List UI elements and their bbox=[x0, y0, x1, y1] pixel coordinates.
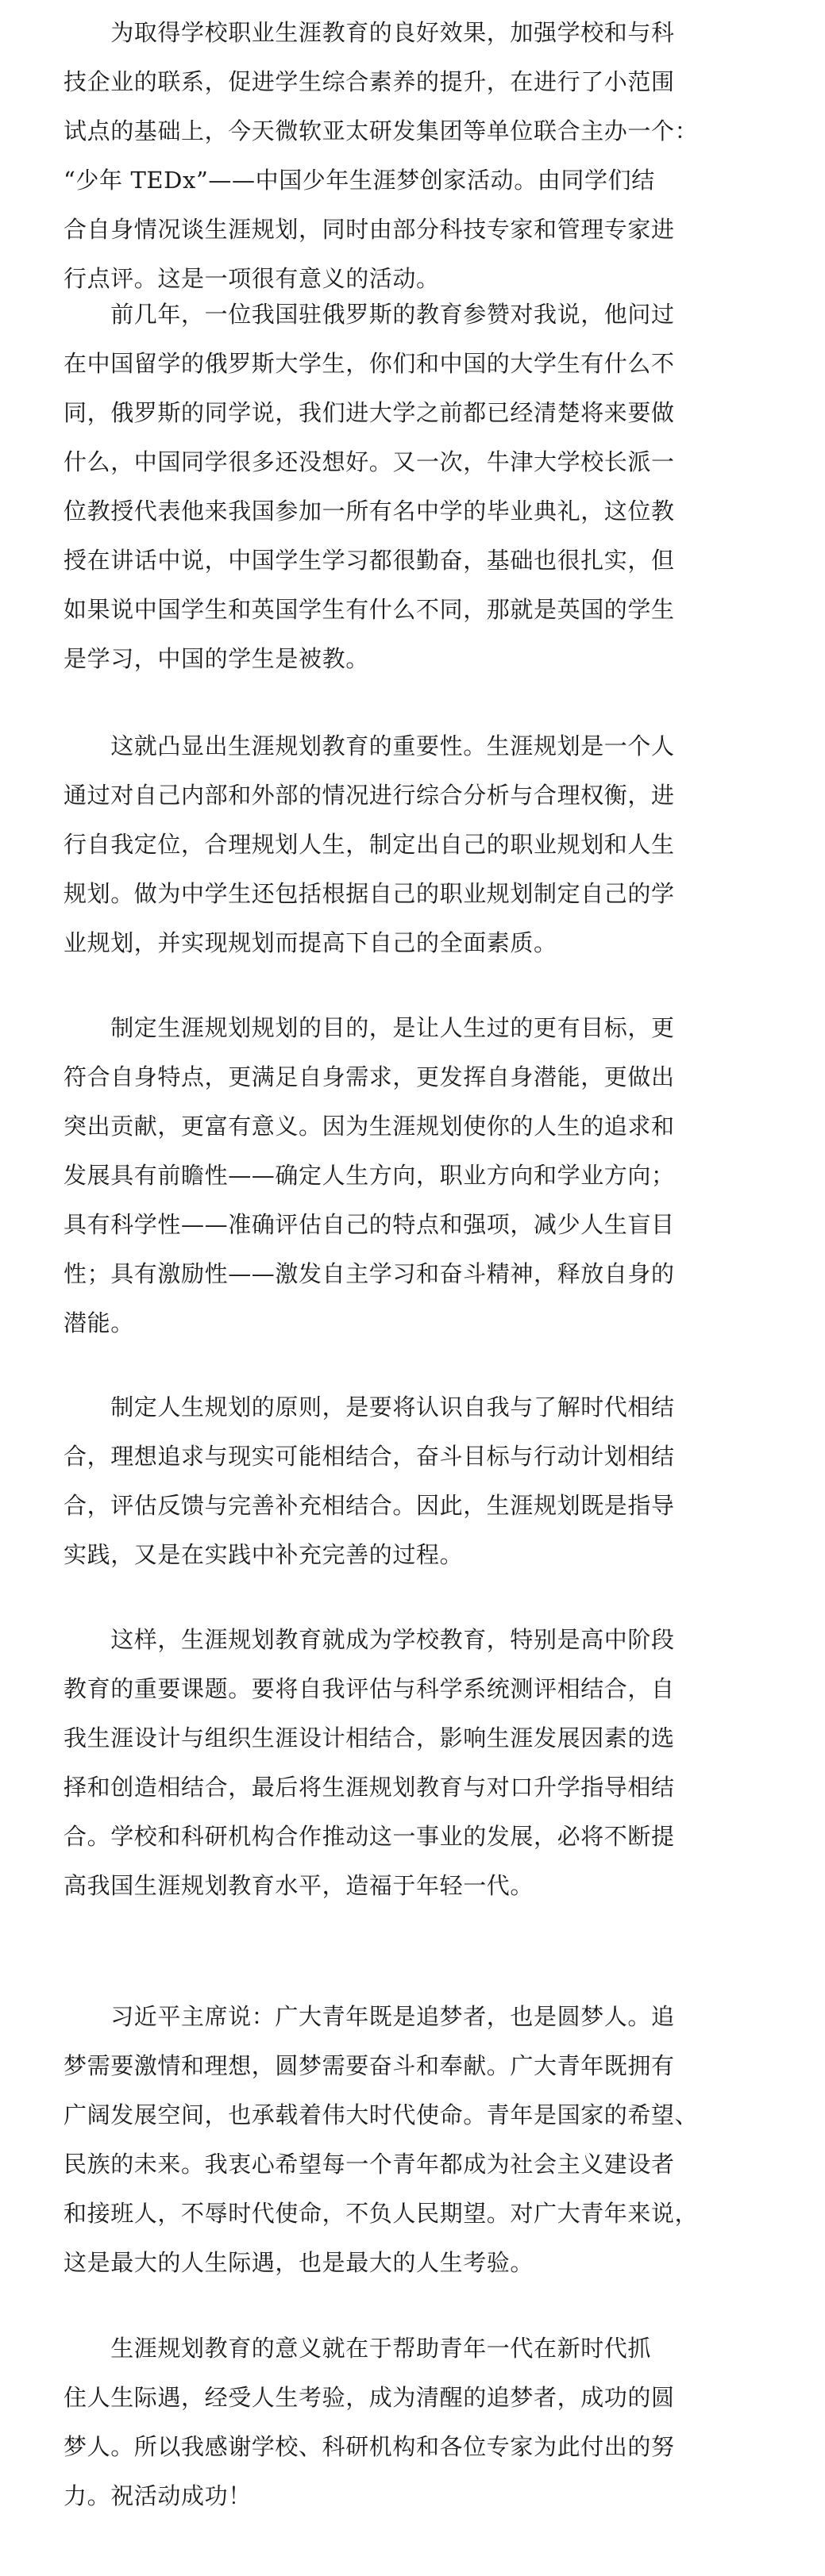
text-line: 这就凸显出生涯规划教育的重要性。生涯规划是一个人 bbox=[64, 732, 675, 759]
paragraph-quote bbox=[64, 1992, 698, 2287]
text-line: 习近平主席说：广大青年既是追梦者，也是圆梦人。追 bbox=[64, 2003, 675, 2030]
text-line: 在中国留学的俄罗斯大学生，你们和中国的大学生有什么不 bbox=[64, 350, 675, 377]
text-line: 这样，生涯规划教育就成为学校教育，特别是高中阶段 bbox=[64, 1626, 675, 1653]
text-line: 潜能。 bbox=[64, 1309, 134, 1336]
paragraph-school-education bbox=[64, 1615, 675, 1910]
paragraph-purpose bbox=[64, 1003, 675, 1348]
paragraph-anecdotes bbox=[64, 290, 675, 683]
text-line: 如果说中国学生和英国学生有什么不同，那就是英国的学生 bbox=[64, 596, 675, 623]
text-line: 和接班人，不辱时代使命，不负人民期望。对广大青年来说， bbox=[64, 2200, 699, 2227]
text-line: 符合自身特点，更满足自身需求，更发挥自身潜能，更做出 bbox=[64, 1063, 675, 1090]
text-line: 实践，又是在实践中补充完善的过程。 bbox=[64, 1541, 464, 1568]
text-line: 合。学校和科研机构合作推动这一事业的发展，必将不断提 bbox=[64, 1823, 675, 1850]
text-line: 为取得学校职业生涯教育的良好效果，加强学校和与科 bbox=[64, 19, 675, 46]
paragraph-closing bbox=[64, 2324, 675, 2520]
text-line: 业规划，并实现规划而提高下自己的全面素质。 bbox=[64, 929, 557, 956]
text-line: 授在讲话中说，中国学生学习都很勤奋，基础也很扎实，但 bbox=[64, 547, 675, 574]
text-line: 技企业的联系，促进学生综合素养的提升，在进行了小范围 bbox=[64, 68, 675, 95]
text-line: 前几年，一位我国驻俄罗斯的教育参赞对我说，他问过 bbox=[64, 301, 675, 328]
text-line: 位教授代表他来我国参加一所有名中学的毕业典礼，这位教 bbox=[64, 498, 675, 525]
text-line: 教育的重要课题。要将自我评估与科学系统测评相结合，自 bbox=[64, 1675, 675, 1702]
paragraph-principles bbox=[64, 1382, 675, 1579]
text-line: 是学习，中国的学生是被教。 bbox=[64, 645, 369, 672]
text-line: 突出贡献，更富有意义。因为生涯规划使你的人生的追求和 bbox=[64, 1113, 675, 1140]
text-line: 行点评。这是一项很有意义的活动。 bbox=[64, 265, 440, 292]
text-line: 我生涯设计与组织生涯设计相结合，影响生涯发展因素的选 bbox=[64, 1724, 675, 1751]
text-line: 合，理想追求与现实可能相结合，奋斗目标与行动计划相结 bbox=[64, 1443, 675, 1470]
text-line: 这是最大的人生际遇，也是最大的人生考验。 bbox=[64, 2249, 534, 2276]
text-line: 制定生涯规划规划的目的，是让人生过的更有目标，更 bbox=[64, 1014, 675, 1041]
text-line: 试点的基础上，今天微软亚太研发集团等单位联合主办一个： bbox=[64, 117, 699, 144]
text-line: 住人生际遇，经受人生考验，成为清醒的追梦者，成功的圆 bbox=[64, 2384, 675, 2411]
text-line: 梦人。所以我感谢学校、科研机构和各位专家为此付出的努 bbox=[64, 2433, 675, 2460]
text-line: 合，评估反馈与完善补充相结合。因此，生涯规划既是指导 bbox=[64, 1492, 675, 1519]
text-line: 同，俄罗斯的同学说，我们进大学之前都已经清楚将来要做 bbox=[64, 399, 675, 426]
text-line: 高我国生涯规划教育水平，造福于年轻一代。 bbox=[64, 1872, 534, 1899]
text-line: 力。祝活动成功！ bbox=[64, 2482, 252, 2509]
text-line: 性；具有激励性——激发自主学习和奋斗精神，释放自身的 bbox=[64, 1260, 675, 1287]
text-line: 什么，中国同学很多还没想好。又一次，牛津大学校长派一 bbox=[64, 448, 675, 475]
text-line: 规划。做为中学生还包括根据自己的职业规划制定自己的学 bbox=[64, 880, 675, 907]
text-line: 择和创造相结合，最后将生涯规划教育与对口升学指导相结 bbox=[64, 1774, 675, 1801]
text-line: 发展具有前瞻性——确定人生方向，职业方向和学业方向； bbox=[64, 1162, 675, 1189]
text-line: 广阔发展空间，也承载着伟大时代使命。青年是国家的希望、 bbox=[64, 2101, 699, 2128]
text-line: 制定人生规划的原则，是要将认识自我与了解时代相结 bbox=[64, 1394, 675, 1421]
text-line: 行自我定位，合理规划人生，制定出自己的职业规划和人生 bbox=[64, 831, 675, 858]
text-line: 生涯规划教育的意义就在于帮助青年一代在新时代抓 bbox=[64, 2335, 652, 2362]
text-line: 梦需要激情和理想，圆梦需要奋斗和奉献。广大青年既拥有 bbox=[64, 2052, 675, 2079]
text-line: 通过对自己内部和外部的情况进行综合分析与合理权衡，进 bbox=[64, 782, 675, 809]
text-line: 民族的未来。我衷心希望每一个青年都成为社会主义建设者 bbox=[64, 2151, 675, 2178]
text-line: “少年 TEDx”——中国少年生涯梦创家活动。由同学们结 bbox=[64, 167, 655, 194]
text-line: 合自身情况谈生涯规划，同时由部分科技专家和管理专家进 bbox=[64, 216, 675, 243]
paragraph-importance bbox=[64, 721, 675, 967]
text-line: 具有科学性——准确评估自己的特点和强项，减少人生盲目 bbox=[64, 1211, 675, 1238]
paragraph-intro bbox=[64, 8, 698, 303]
